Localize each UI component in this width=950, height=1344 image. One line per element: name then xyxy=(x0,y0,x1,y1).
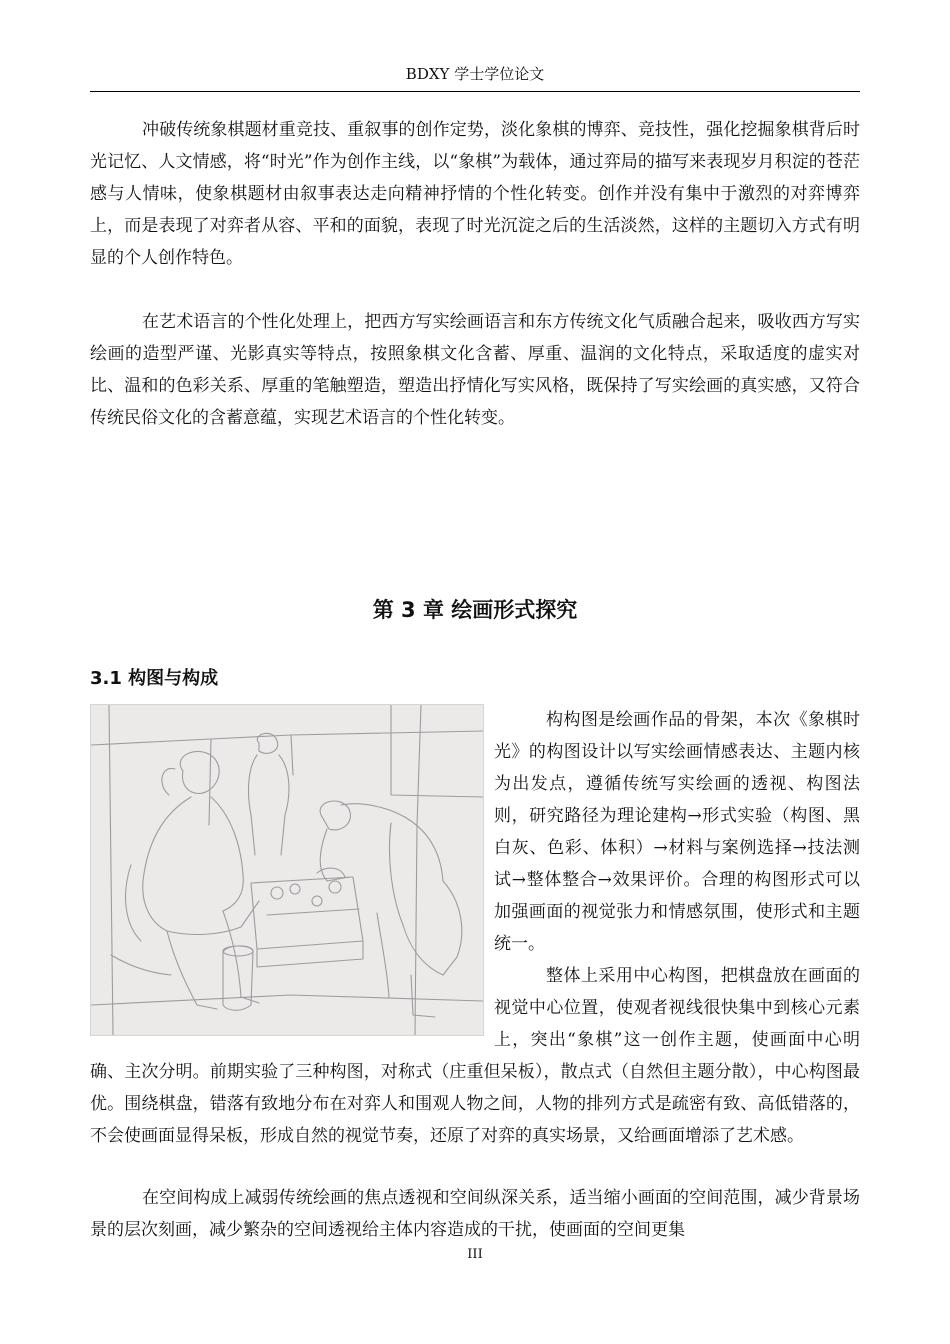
page-number: III xyxy=(467,1247,483,1262)
paragraph-central-composition: 整体上采用中心构图，把棋盘放在画面的视觉中心位置，使观者视线很快集中到核心元素上，突出“象棋”这一创作主题，使画面中心明确、主次分明。前期实验了三种构图，对称式（庄重但呆板），散点式（自然但主题分散），中心构图最优。围绕棋盘，错落有致地分布在对弈人和围观人物之间，人物的排列方式是疏密有致、高低错落的，不会使画面显得呆板，形成自然的视觉节奏，还原了对弈的真实场景，又给画面增添了艺术感。 xyxy=(90,966,860,1146)
header-rule xyxy=(90,91,860,92)
chapter-title: 第 3 章 绘画形式探究 xyxy=(372,598,578,622)
paragraph-composition-intro: 构构图是绘画作品的骨架，本次《象棋时光》的构图设计以写实绘画情感表达、主题内核为出发点，遵循传统写实绘画的透视、构图法则，研究路径为理论建构→形式实验（构图、黑白灰、色彩、体积）→材料与案例选择→技法测试→整体整合→效果评价。合理的构图形式可以加强画面的视觉张力和情感氛围，使形式和主题统一。 xyxy=(494,710,860,954)
figure-float-spacer xyxy=(90,704,494,1038)
section-title: 3.1 构图与构成 xyxy=(90,668,219,689)
paragraph-theme: 冲破传统象棋题材重竞技、重叙事的创作定势，淡化象棋的博弈、竞技性，强化挖掘象棋背后时光记忆、人文情感，将“时光”作为创作主线，以“象棋”为载体，通过弈局的描写来表现岁月积淀的苍茫感与人情味，使象棋题材由叙事表达走向精神抒情的个性化转变。创作并没有集中于激烈的对弈博弈上，而是表现了对弈者从容、平和的面貌，表现了时光沉淀之后的生活淡然，这样的主题切入方式有明显的个人创作特色。 xyxy=(90,120,860,268)
paragraph-art-language: 在艺术语言的个性化处理上，把西方写实绘画语言和东方传统文化气质融合起来，吸收西方写实绘画的造型严谨、光影真实等特点，按照象棋文化含蓄、厚重、温润的文化特点，采取适度的虚实对比、温和的色彩关系、厚重的笔触塑造，塑造出抒情化写实风格，既保持了写实绘画的真实感，又符合传统民俗文化的含蓄意蕴，实现艺术语言的个性化转变。 xyxy=(90,312,860,428)
wrapped-text-block xyxy=(90,704,860,1152)
running-header: BDXY 学士学位论文 xyxy=(405,65,545,83)
paragraph-spatial-structure: 在空间构成上减弱传统绘画的焦点透视和空间纵深关系，适当缩小画面的空间范围，减少背景场景的层次刻画，减少繁杂的空间透视给主体内容造成的干扰，使画面的空间更集 xyxy=(90,1188,860,1240)
